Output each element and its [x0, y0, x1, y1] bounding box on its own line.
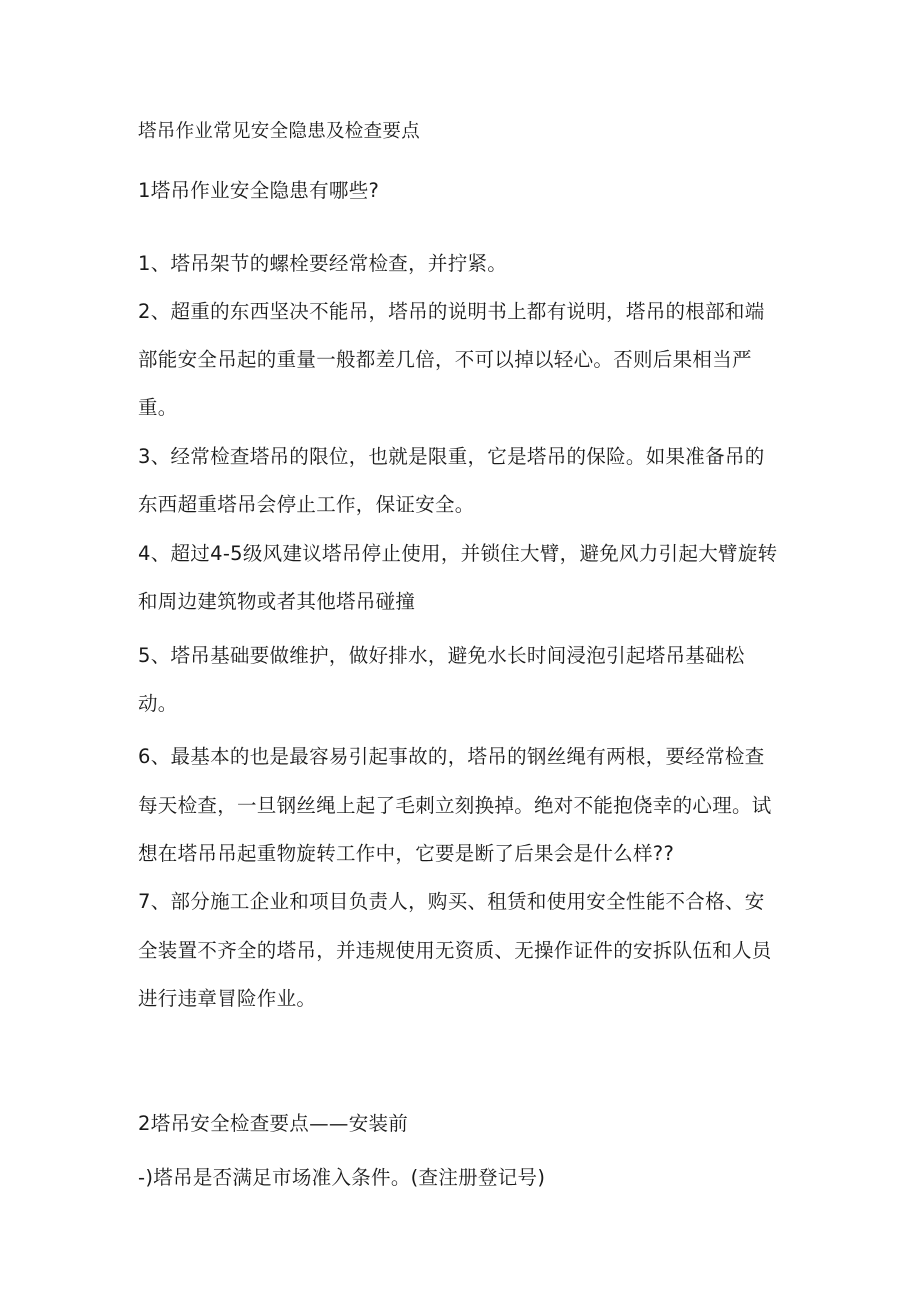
- paragraph-line: 1、塔吊架节的螺栓要经常检查，并拧紧。: [138, 252, 508, 275]
- paragraph-line: 3、经常检查塔吊的限位，也就是限重，它是塔吊的保险。如果准备吊的: [138, 445, 765, 468]
- paragraph-line: 进行违章冒险作业。: [138, 987, 317, 1010]
- paragraph-line: 重。: [138, 396, 178, 419]
- paragraph-line: 想在塔吊吊起重物旋转工作中，它要是断了后果会是什么样??: [138, 842, 675, 865]
- section-1-heading: 1塔吊作业安全隐患有哪些?: [138, 179, 380, 202]
- paragraph-line: 6、最基本的也是最容易引起事故的，塔吊的钢丝绳有两根，要经常检查: [138, 745, 765, 768]
- paragraph-line: 全装置不齐全的塔吊，并违规使用无资质、无操作证件的安拆队伍和人员: [138, 939, 772, 962]
- document-title: 塔吊作业常见安全隐患及检查要点: [138, 121, 421, 142]
- paragraph-line: -)塔吊是否满足市场准入条件。(查注册登记号): [138, 1166, 546, 1189]
- paragraph-line: 2、超重的东西坚决不能吊，塔吊的说明书上都有说明，塔吊的根部和端: [138, 300, 765, 323]
- paragraph-line: 每天检查，一旦钢丝绳上起了毛刺立刻换掉。绝对不能抱侥幸的心理。试: [138, 794, 772, 817]
- paragraph-line: 4、超过4-5级风建议塔吊停止使用，并锁住大臂，避免风力引起大臂旋转: [138, 542, 778, 565]
- paragraph-line: 动。: [138, 692, 178, 715]
- paragraph-line: 东西超重塔吊会停止工作，保证安全。: [138, 493, 475, 516]
- paragraph-line: 部能安全吊起的重量一般都差几倍，不可以掉以轻心。否则后果相当严: [138, 348, 752, 371]
- paragraph-line: 5、塔吊基础要做维护，做好排水，避免水长时间浸泡引起塔吊基础松: [138, 644, 745, 667]
- section-2-heading: 2塔吊安全检查要点——安装前: [138, 1112, 409, 1135]
- paragraph-line: 7、部分施工企业和项目负责人，购买、租赁和使用安全性能不合格、安: [138, 890, 765, 913]
- paragraph-line: 和周边建筑物或者其他塔吊碰撞: [138, 590, 416, 613]
